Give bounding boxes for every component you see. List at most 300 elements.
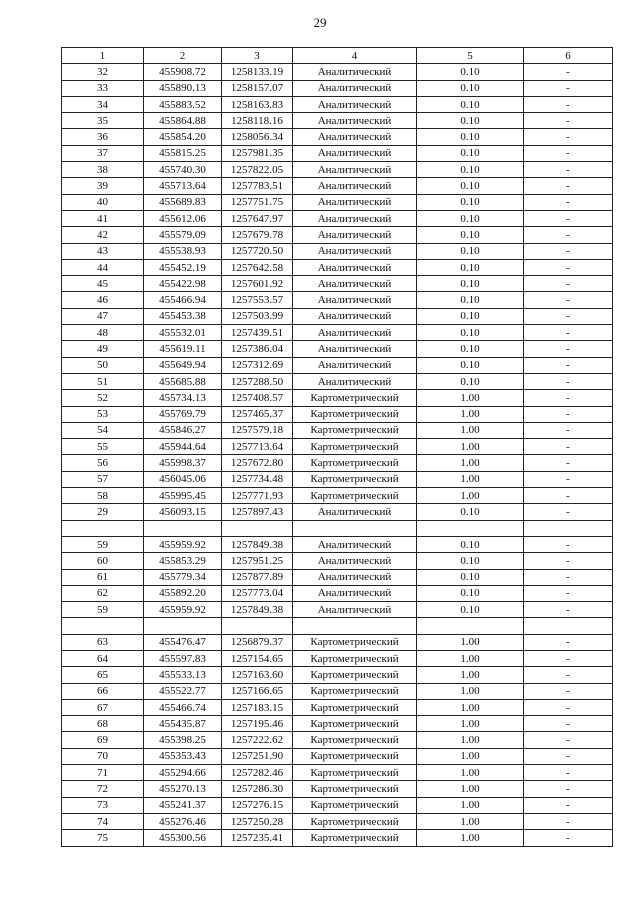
x-coordinate-cell: 455883.52	[144, 96, 222, 112]
note-cell: -	[524, 667, 613, 683]
y-coordinate-cell: 1257286.30	[222, 781, 293, 797]
point-number-cell: 43	[62, 243, 144, 259]
point-number-cell: 60	[62, 553, 144, 569]
y-coordinate-cell: 1257465.37	[222, 406, 293, 422]
accuracy-cell: 1.00	[417, 439, 524, 455]
note-cell: -	[524, 602, 613, 618]
x-coordinate-cell: 455995.45	[144, 488, 222, 504]
method-cell: Аналитический	[293, 569, 417, 585]
x-coordinate-cell: 455846.27	[144, 422, 222, 438]
y-coordinate-cell: 1257849.38	[222, 602, 293, 618]
x-coordinate-cell: 455476.47	[144, 634, 222, 650]
x-coordinate-cell	[144, 520, 222, 536]
x-coordinate-cell: 455908.72	[144, 64, 222, 80]
note-cell: -	[524, 553, 613, 569]
method-cell: Картометрический	[293, 422, 417, 438]
accuracy-cell: 0.10	[417, 276, 524, 292]
table-row	[62, 504, 613, 520]
method-cell: Аналитический	[293, 227, 417, 243]
accuracy-cell: 0.10	[417, 96, 524, 112]
x-coordinate-cell: 456093.15	[144, 504, 222, 520]
point-number-cell: 53	[62, 406, 144, 422]
x-coordinate-cell: 455890.13	[144, 80, 222, 96]
table-row	[62, 748, 613, 764]
table-row	[62, 471, 613, 487]
method-cell: Картометрический	[293, 781, 417, 797]
table-row	[62, 292, 613, 308]
note-cell: -	[524, 699, 613, 715]
note-cell: -	[524, 748, 613, 764]
accuracy-cell: 1.00	[417, 667, 524, 683]
table-row	[62, 259, 613, 275]
method-cell: Аналитический	[293, 553, 417, 569]
x-coordinate-cell: 455452.19	[144, 259, 222, 275]
y-coordinate-cell: 1257553.57	[222, 292, 293, 308]
method-cell: Аналитический	[293, 357, 417, 373]
table-row	[62, 650, 613, 666]
accuracy-cell: 0.10	[417, 536, 524, 552]
point-number-cell: 67	[62, 699, 144, 715]
method-cell: Аналитический	[293, 341, 417, 357]
header-cell-5: 5	[417, 48, 524, 64]
point-number-cell: 32	[62, 64, 144, 80]
method-cell	[293, 618, 417, 634]
accuracy-cell: 0.10	[417, 145, 524, 161]
note-cell: -	[524, 80, 613, 96]
note-cell: -	[524, 129, 613, 145]
header-cell-1: 1	[62, 48, 144, 64]
method-cell: Аналитический	[293, 80, 417, 96]
x-coordinate-cell: 455538.93	[144, 243, 222, 259]
y-coordinate-cell: 1257503.99	[222, 308, 293, 324]
point-number-cell: 51	[62, 373, 144, 389]
point-number-cell: 34	[62, 96, 144, 112]
y-coordinate-cell: 1257642.58	[222, 259, 293, 275]
x-coordinate-cell: 455734.13	[144, 390, 222, 406]
point-number-cell: 66	[62, 683, 144, 699]
accuracy-cell: 0.10	[417, 129, 524, 145]
x-coordinate-cell: 455453.38	[144, 308, 222, 324]
point-number-cell: 61	[62, 569, 144, 585]
point-number-cell: 39	[62, 178, 144, 194]
table-row	[62, 585, 613, 601]
y-coordinate-cell: 1257154.65	[222, 650, 293, 666]
point-number-cell: 59	[62, 602, 144, 618]
accuracy-cell: 0.10	[417, 64, 524, 80]
method-cell: Аналитический	[293, 308, 417, 324]
table-row	[62, 455, 613, 471]
note-cell: -	[524, 439, 613, 455]
table-body	[62, 64, 613, 846]
accuracy-cell: 0.10	[417, 585, 524, 601]
x-coordinate-cell: 455522.77	[144, 683, 222, 699]
x-coordinate-cell: 455466.74	[144, 699, 222, 715]
x-coordinate-cell: 455300.56	[144, 830, 222, 846]
accuracy-cell: 1.00	[417, 406, 524, 422]
table-row	[62, 716, 613, 732]
y-coordinate-cell: 1257672.80	[222, 455, 293, 471]
method-cell: Картометрический	[293, 471, 417, 487]
x-coordinate-cell: 455815.25	[144, 145, 222, 161]
y-coordinate-cell: 1257312.69	[222, 357, 293, 373]
y-coordinate-cell: 1257183.15	[222, 699, 293, 715]
y-coordinate-cell: 1257579.18	[222, 422, 293, 438]
table-row	[62, 64, 613, 80]
accuracy-cell: 0.10	[417, 504, 524, 520]
point-number-cell: 44	[62, 259, 144, 275]
y-coordinate-cell: 1256879.37	[222, 634, 293, 650]
method-cell: Картометрический	[293, 683, 417, 699]
table-row	[62, 390, 613, 406]
accuracy-cell: 0.10	[417, 210, 524, 226]
point-number-cell: 52	[62, 390, 144, 406]
table-row	[62, 602, 613, 618]
method-cell: Картометрический	[293, 699, 417, 715]
y-coordinate-cell: 1257276.15	[222, 797, 293, 813]
x-coordinate-cell: 455435.87	[144, 716, 222, 732]
method-cell: Аналитический	[293, 145, 417, 161]
table-row	[62, 732, 613, 748]
method-cell: Аналитический	[293, 64, 417, 80]
accuracy-cell: 0.10	[417, 341, 524, 357]
x-coordinate-cell: 455579.09	[144, 227, 222, 243]
note-cell: -	[524, 471, 613, 487]
note-cell: -	[524, 569, 613, 585]
point-number-cell: 50	[62, 357, 144, 373]
method-cell: Аналитический	[293, 325, 417, 341]
note-cell: -	[524, 308, 613, 324]
y-coordinate-cell: 1258157.07	[222, 80, 293, 96]
table-row	[62, 357, 613, 373]
note-cell: -	[524, 830, 613, 846]
table-row	[62, 830, 613, 846]
accuracy-cell: 0.10	[417, 325, 524, 341]
note-cell: -	[524, 178, 613, 194]
y-coordinate-cell: 1257679.78	[222, 227, 293, 243]
y-coordinate-cell: 1257822.05	[222, 162, 293, 178]
x-coordinate-cell: 455685.88	[144, 373, 222, 389]
point-number-cell: 33	[62, 80, 144, 96]
table-row	[62, 227, 613, 243]
y-coordinate-cell: 1257713.64	[222, 439, 293, 455]
note-cell: -	[524, 145, 613, 161]
table-row	[62, 634, 613, 650]
note-cell: -	[524, 325, 613, 341]
note-cell: -	[524, 585, 613, 601]
point-number-cell: 69	[62, 732, 144, 748]
accuracy-cell: 1.00	[417, 471, 524, 487]
table-row	[62, 520, 613, 536]
point-number-cell: 37	[62, 145, 144, 161]
x-coordinate-cell: 455422.98	[144, 276, 222, 292]
table-row	[62, 553, 613, 569]
note-cell: -	[524, 455, 613, 471]
y-coordinate-cell: 1257386.04	[222, 341, 293, 357]
accuracy-cell: 0.10	[417, 553, 524, 569]
note-cell: -	[524, 64, 613, 80]
header-cell-6: 6	[524, 48, 613, 64]
table-row	[62, 488, 613, 504]
table-row	[62, 96, 613, 112]
table-row	[62, 667, 613, 683]
point-number-cell: 45	[62, 276, 144, 292]
y-coordinate-cell	[222, 520, 293, 536]
table-row	[62, 162, 613, 178]
point-number-cell: 58	[62, 488, 144, 504]
x-coordinate-cell: 455294.66	[144, 765, 222, 781]
note-cell: -	[524, 634, 613, 650]
header-cell-4: 4	[293, 48, 417, 64]
method-cell: Картометрический	[293, 716, 417, 732]
y-coordinate-cell: 1257222.62	[222, 732, 293, 748]
accuracy-cell: 0.10	[417, 80, 524, 96]
note-cell: -	[524, 390, 613, 406]
accuracy-cell	[417, 520, 524, 536]
y-coordinate-cell: 1257282.46	[222, 765, 293, 781]
table-row	[62, 618, 613, 634]
method-cell: Аналитический	[293, 243, 417, 259]
point-number-cell: 54	[62, 422, 144, 438]
table-row	[62, 373, 613, 389]
x-coordinate-cell: 455779.34	[144, 569, 222, 585]
x-coordinate-cell: 455959.92	[144, 536, 222, 552]
point-number-cell: 42	[62, 227, 144, 243]
method-cell: Аналитический	[293, 113, 417, 129]
method-cell: Картометрический	[293, 488, 417, 504]
accuracy-cell: 1.00	[417, 813, 524, 829]
x-coordinate-cell: 455998.37	[144, 455, 222, 471]
method-cell: Аналитический	[293, 194, 417, 210]
x-coordinate-cell: 455769.79	[144, 406, 222, 422]
note-cell: -	[524, 243, 613, 259]
accuracy-cell: 0.10	[417, 194, 524, 210]
note-cell: -	[524, 781, 613, 797]
y-coordinate-cell: 1257951.25	[222, 553, 293, 569]
point-number-cell: 55	[62, 439, 144, 455]
point-number-cell: 63	[62, 634, 144, 650]
x-coordinate-cell: 455533.13	[144, 667, 222, 683]
method-cell: Аналитический	[293, 276, 417, 292]
note-cell: -	[524, 813, 613, 829]
note-cell: -	[524, 422, 613, 438]
method-cell: Картометрический	[293, 390, 417, 406]
accuracy-cell: 1.00	[417, 797, 524, 813]
accuracy-cell: 0.10	[417, 178, 524, 194]
accuracy-cell: 1.00	[417, 830, 524, 846]
table-row	[62, 145, 613, 161]
x-coordinate-cell: 455619.11	[144, 341, 222, 357]
point-number-cell: 40	[62, 194, 144, 210]
point-number-cell: 75	[62, 830, 144, 846]
note-cell: -	[524, 650, 613, 666]
method-cell: Картометрический	[293, 748, 417, 764]
point-number-cell: 36	[62, 129, 144, 145]
y-coordinate-cell: 1257288.50	[222, 373, 293, 389]
coordinates-table	[61, 47, 613, 847]
method-cell: Аналитический	[293, 292, 417, 308]
y-coordinate-cell: 1257235.41	[222, 830, 293, 846]
note-cell: -	[524, 194, 613, 210]
note-cell: -	[524, 504, 613, 520]
y-coordinate-cell: 1257751.75	[222, 194, 293, 210]
y-coordinate-cell: 1257195.46	[222, 716, 293, 732]
point-number-cell: 57	[62, 471, 144, 487]
accuracy-cell: 1.00	[417, 748, 524, 764]
point-number-cell: 49	[62, 341, 144, 357]
method-cell: Аналитический	[293, 504, 417, 520]
x-coordinate-cell: 455854.20	[144, 129, 222, 145]
note-cell: -	[524, 683, 613, 699]
x-coordinate-cell: 455398.25	[144, 732, 222, 748]
table-row	[62, 113, 613, 129]
accuracy-cell: 0.10	[417, 357, 524, 373]
note-cell: -	[524, 357, 613, 373]
method-cell: Аналитический	[293, 178, 417, 194]
x-coordinate-cell: 455853.29	[144, 553, 222, 569]
table-row	[62, 194, 613, 210]
accuracy-cell: 0.10	[417, 259, 524, 275]
y-coordinate-cell: 1257408.57	[222, 390, 293, 406]
page-number: 29	[313, 15, 327, 30]
y-coordinate-cell: 1257647.97	[222, 210, 293, 226]
header-cell-2: 2	[144, 48, 222, 64]
y-coordinate-cell: 1258163.83	[222, 96, 293, 112]
table-header	[62, 48, 613, 64]
y-coordinate-cell: 1257849.38	[222, 536, 293, 552]
accuracy-cell: 0.10	[417, 602, 524, 618]
method-cell: Картометрический	[293, 667, 417, 683]
method-cell: Аналитический	[293, 602, 417, 618]
accuracy-cell: 1.00	[417, 683, 524, 699]
point-number-cell	[62, 618, 144, 634]
table-row	[62, 406, 613, 422]
y-coordinate-cell: 1258056.34	[222, 129, 293, 145]
method-cell: Картометрический	[293, 797, 417, 813]
x-coordinate-cell: 455740.30	[144, 162, 222, 178]
accuracy-cell: 0.10	[417, 113, 524, 129]
y-coordinate-cell: 1257897.43	[222, 504, 293, 520]
table-row	[62, 276, 613, 292]
accuracy-cell: 0.10	[417, 373, 524, 389]
note-cell: -	[524, 96, 613, 112]
y-coordinate-cell: 1257771.93	[222, 488, 293, 504]
x-coordinate-cell: 455864.88	[144, 113, 222, 129]
x-coordinate-cell: 455353.43	[144, 748, 222, 764]
accuracy-cell: 1.00	[417, 634, 524, 650]
point-number-cell: 59	[62, 536, 144, 552]
table-row	[62, 80, 613, 96]
method-cell: Картометрический	[293, 813, 417, 829]
note-cell: -	[524, 292, 613, 308]
point-number-cell: 68	[62, 716, 144, 732]
point-number-cell: 47	[62, 308, 144, 324]
point-number-cell: 38	[62, 162, 144, 178]
y-coordinate-cell: 1257783.51	[222, 178, 293, 194]
x-coordinate-cell: 455944.64	[144, 439, 222, 455]
point-number-cell: 62	[62, 585, 144, 601]
y-coordinate-cell: 1257877.89	[222, 569, 293, 585]
point-number-cell: 56	[62, 455, 144, 471]
table-row	[62, 243, 613, 259]
note-cell: -	[524, 259, 613, 275]
accuracy-cell: 1.00	[417, 765, 524, 781]
point-number-cell: 70	[62, 748, 144, 764]
method-cell: Картометрический	[293, 455, 417, 471]
y-coordinate-cell: 1257734.48	[222, 471, 293, 487]
accuracy-cell: 1.00	[417, 422, 524, 438]
table-row	[62, 536, 613, 552]
table-row	[62, 813, 613, 829]
x-coordinate-cell: 455713.64	[144, 178, 222, 194]
accuracy-cell: 0.10	[417, 292, 524, 308]
table-row	[62, 210, 613, 226]
y-coordinate-cell: 1257439.51	[222, 325, 293, 341]
accuracy-cell: 1.00	[417, 650, 524, 666]
note-cell: -	[524, 797, 613, 813]
x-coordinate-cell: 455532.01	[144, 325, 222, 341]
table-row	[62, 308, 613, 324]
point-number-cell: 48	[62, 325, 144, 341]
accuracy-cell: 1.00	[417, 455, 524, 471]
note-cell: -	[524, 536, 613, 552]
accuracy-cell: 1.00	[417, 699, 524, 715]
x-coordinate-cell: 455689.83	[144, 194, 222, 210]
note-cell: -	[524, 341, 613, 357]
accuracy-cell: 0.10	[417, 162, 524, 178]
x-coordinate-cell: 455612.06	[144, 210, 222, 226]
table-row	[62, 683, 613, 699]
note-cell: -	[524, 210, 613, 226]
table-row	[62, 569, 613, 585]
point-number-cell: 46	[62, 292, 144, 308]
x-coordinate-cell: 455649.94	[144, 357, 222, 373]
method-cell: Аналитический	[293, 162, 417, 178]
y-coordinate-cell: 1257601.92	[222, 276, 293, 292]
point-number-cell: 41	[62, 210, 144, 226]
x-coordinate-cell	[144, 618, 222, 634]
x-coordinate-cell: 455270.13	[144, 781, 222, 797]
method-cell	[293, 520, 417, 536]
note-cell: -	[524, 227, 613, 243]
x-coordinate-cell: 455959.92	[144, 602, 222, 618]
point-number-cell: 64	[62, 650, 144, 666]
y-coordinate-cell: 1257773.04	[222, 585, 293, 601]
y-coordinate-cell: 1257720.50	[222, 243, 293, 259]
method-cell: Аналитический	[293, 96, 417, 112]
note-cell	[524, 520, 613, 536]
point-number-cell: 74	[62, 813, 144, 829]
note-cell: -	[524, 276, 613, 292]
method-cell: Аналитический	[293, 585, 417, 601]
point-number-cell: 73	[62, 797, 144, 813]
table-row	[62, 765, 613, 781]
note-cell: -	[524, 732, 613, 748]
accuracy-cell: 0.10	[417, 569, 524, 585]
table-row	[62, 178, 613, 194]
note-cell: -	[524, 406, 613, 422]
method-cell: Аналитический	[293, 129, 417, 145]
note-cell: -	[524, 488, 613, 504]
accuracy-cell: 1.00	[417, 781, 524, 797]
method-cell: Картометрический	[293, 634, 417, 650]
accuracy-cell: 1.00	[417, 732, 524, 748]
point-number-cell: 29	[62, 504, 144, 520]
y-coordinate-cell: 1257981.35	[222, 145, 293, 161]
note-cell: -	[524, 765, 613, 781]
accuracy-cell: 1.00	[417, 390, 524, 406]
note-cell: -	[524, 373, 613, 389]
x-coordinate-cell: 455466.94	[144, 292, 222, 308]
